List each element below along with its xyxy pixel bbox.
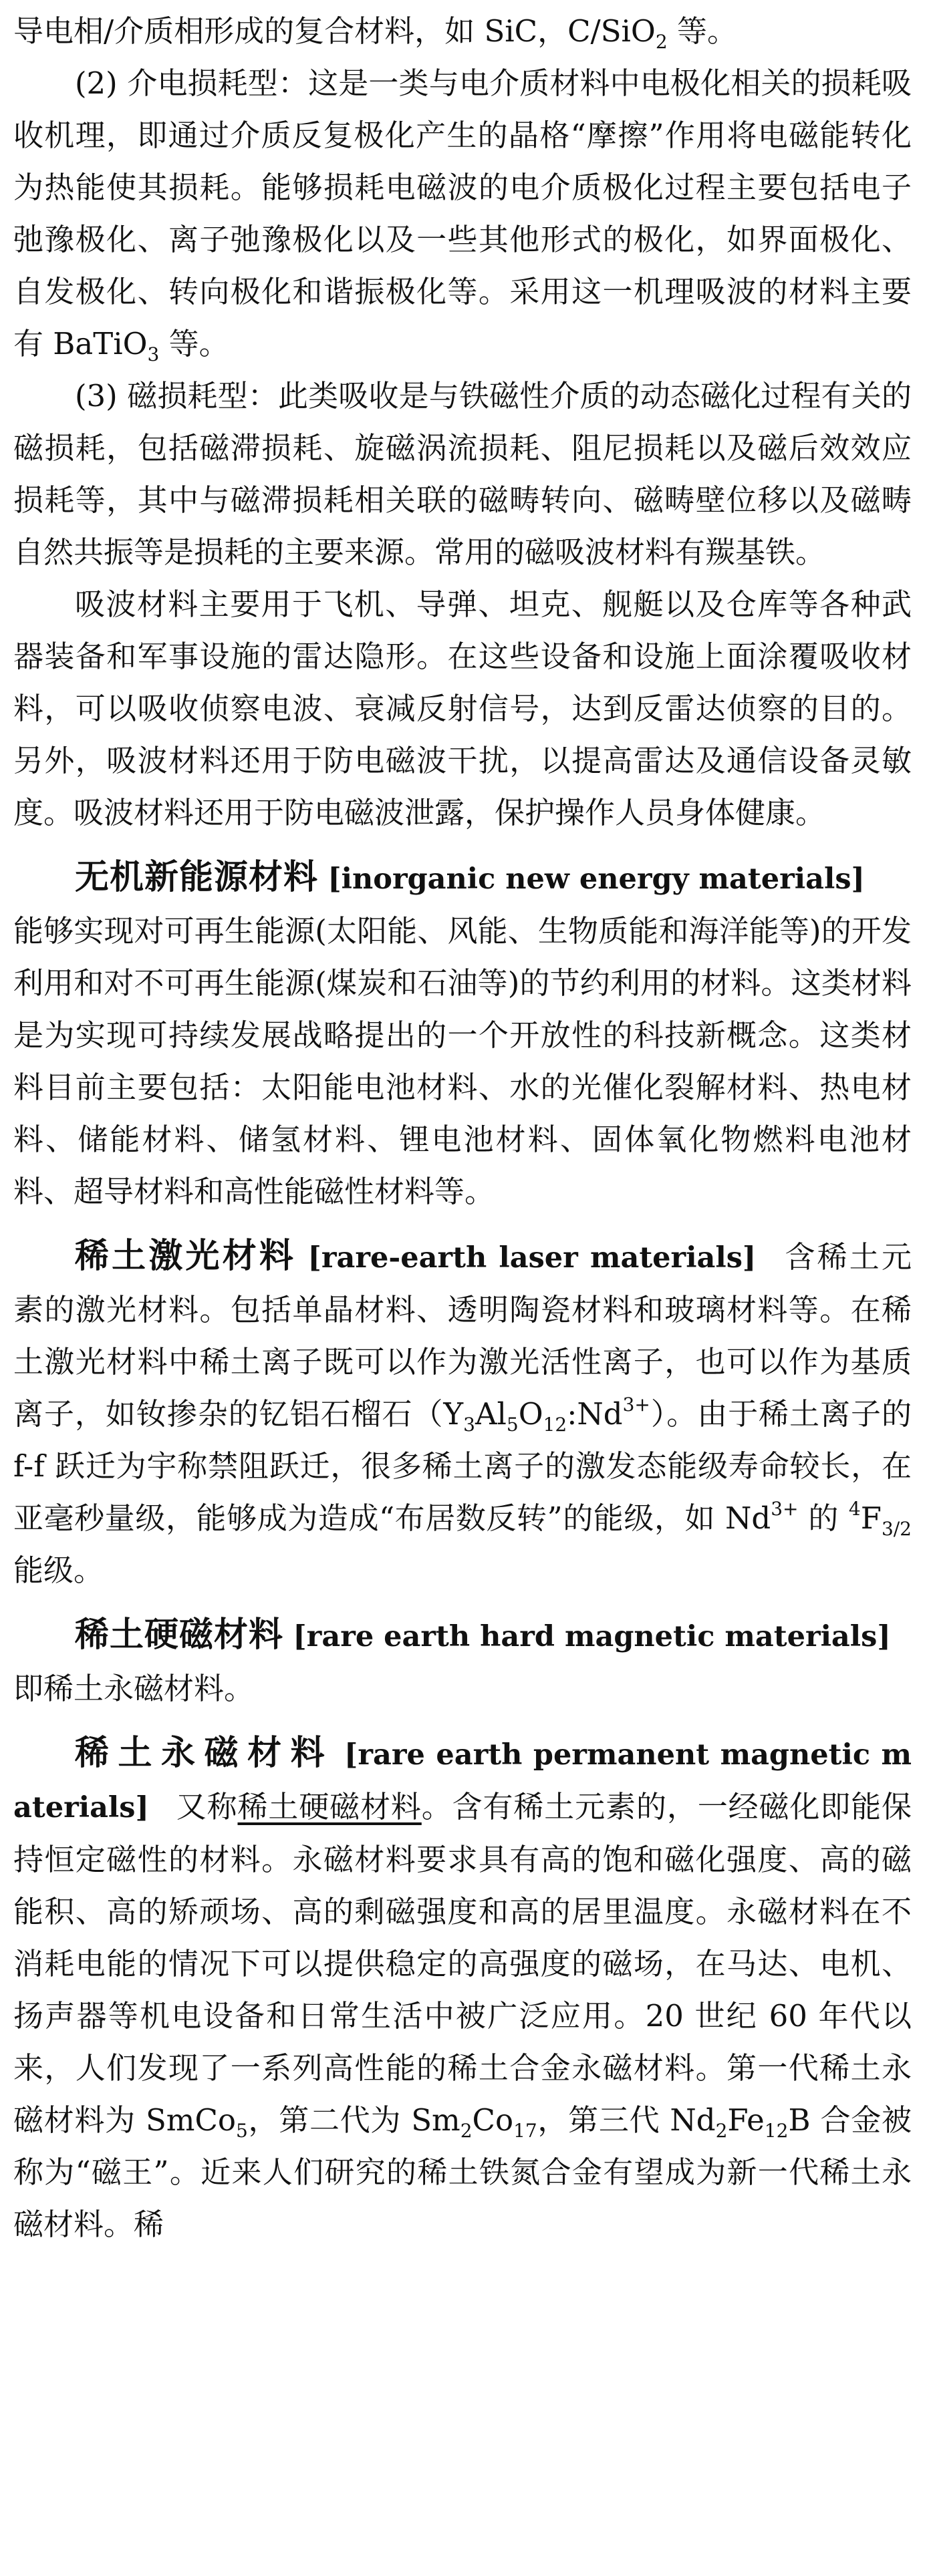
paragraph-dielectric-loss: (2) 介电损耗型：这是一类与电介质材料中电极化相关的损耗吸收机理，即通过介质反复极化产生的晶格“摩擦”作用将电磁能转化为热能使其损耗。能够损耗电磁波的电介质极化过程主要包括电子弛豫极化、离子弛豫极化以及一些其他形式的极化，如界面极化、自发极化、转向极化和谐振极化等。采用这一机理吸波的材料主要有 BaTiO$_3$ 等。 [13, 65, 912, 365]
entry-english-term: [rare earth permanent magnetic materials] [13, 1738, 912, 1824]
entry-term: 无机新能源材料 [75, 857, 319, 897]
entry-english-term: [rare earth hard magnetic materials] [293, 1620, 891, 1653]
cross-reference-link[interactable]: 稀土硬磁材料 [237, 1789, 422, 1824]
entry-inorganic-new-energy-materials [13, 851, 912, 1218]
paragraph-absorber-applications: 吸波材料主要用于飞机、导弹、坦克、舰艇以及仓库等各种武器装备和军事设施的雷达隐形。在这些设备和设施上面涂覆吸收材料，可以吸收侦察电波、衰减反射信号，达到反雷达侦察的目的。另外，吸波材料还用于防电磁波干扰，以提高雷达及通信设备灵敏度。吸波材料还用于防电磁波泄露，保护操作人员身体健康。 [13, 587, 912, 830]
entry-definition: 稀土激光材料 [rare-earth laser materials] 含稀土元素的激光材料。包括单晶材料、透明陶瓷材料和玻璃材料等。在稀土激光材料中稀土离子既可以作为激光活性离子，也可以作为基质离子，如钕掺杂的钇铝石榴石$(Y_3Al_5O_{12}:Nd^{3+})$。由于稀土离子的 f-f 跃迁为宇称禁阻跃迁，很多稀土离子的激发态能级寿命较长，在亚毫秒量级，能够成为造成“布居数反转”的能级，如 $Nd^{3+}$ 的 $^4F_{3/2}$ 能级。 [13, 1236, 912, 1588]
entry-rare-earth-permanent-magnetic-materials [13, 1727, 912, 2251]
entry-term: 稀土永磁材料 [75, 1733, 334, 1773]
entry-rare-earth-laser-materials [13, 1230, 912, 1597]
entry-english-term: [rare-earth laser materials] [307, 1241, 757, 1275]
entry-english-term: [inorganic new energy materials] [327, 862, 865, 896]
entry-term: 稀土硬磁材料 [75, 1615, 284, 1655]
entry-definition: 能够实现对可再生能源(太阳能、风能、生物质能和海洋能等)的开发利用和对不可再生能源(煤炭和石油等)的节约利用的材料。这类材料是为实现可持续发展战略提出的一个开放性的科技新概念。这类材料目前主要包括：太阳能电池材料、水的光催化裂解材料、热电材料、储能材料、储氢材料、锂电池材料、固体氧化物燃料电池材料、超导材料和高性能磁性材料等。 [13, 913, 912, 1209]
entry-definition: 稀土永磁材料 [rare earth permanent magnetic materials] 又称稀土硬磁材料。含有稀土元素的，一经磁化即能保持恒定磁性的材料。永磁材料要求具有高的饱和磁化强度、高的磁能积、高的矫顽场、高的剩磁强度和高的居里温度。永磁材料在不消耗电能的情况下可以提供稳定的高强度的磁场，在马达、电机、扬声器等机电设备和日常生活中被广泛应用。20 世纪 60 年代以来，人们发现了一系列高性能的稀土合金永磁材料。第一代稀土永磁材料为 SmCo$_5$，第二代为 $Sm_2Co_{17}$，第三代 $Nd_2Fe_{12}B$ 合金被称为“磁王”。近来人们研究的稀土铁氮合金有望成为新一代稀土永磁材料。稀 [13, 1733, 912, 2242]
entry-term: 稀土激光材料 [75, 1236, 297, 1276]
entry-definition: 即稀土永磁材料。 [13, 1671, 255, 1706]
entry-rare-earth-hard-magnetic-materials [13, 1609, 912, 1715]
paragraph-composite: 导电相/介质相形成的复合材料，如 SiC，C/SiO$_2$ 等。 [13, 13, 737, 53]
paragraph-magnetic-loss: (3) 磁损耗型：此类吸收是与铁磁性介质的动态磁化过程有关的磁损耗，包括磁滞损耗、旋磁涡流损耗、阻尼损耗以及磁后效效应损耗等，其中与磁滞损耗相关联的磁畴转向、磁畴壁位移以及磁畴自然共振等是损耗的主要来源。常用的磁吸波材料有羰基铁。 [13, 378, 912, 570]
